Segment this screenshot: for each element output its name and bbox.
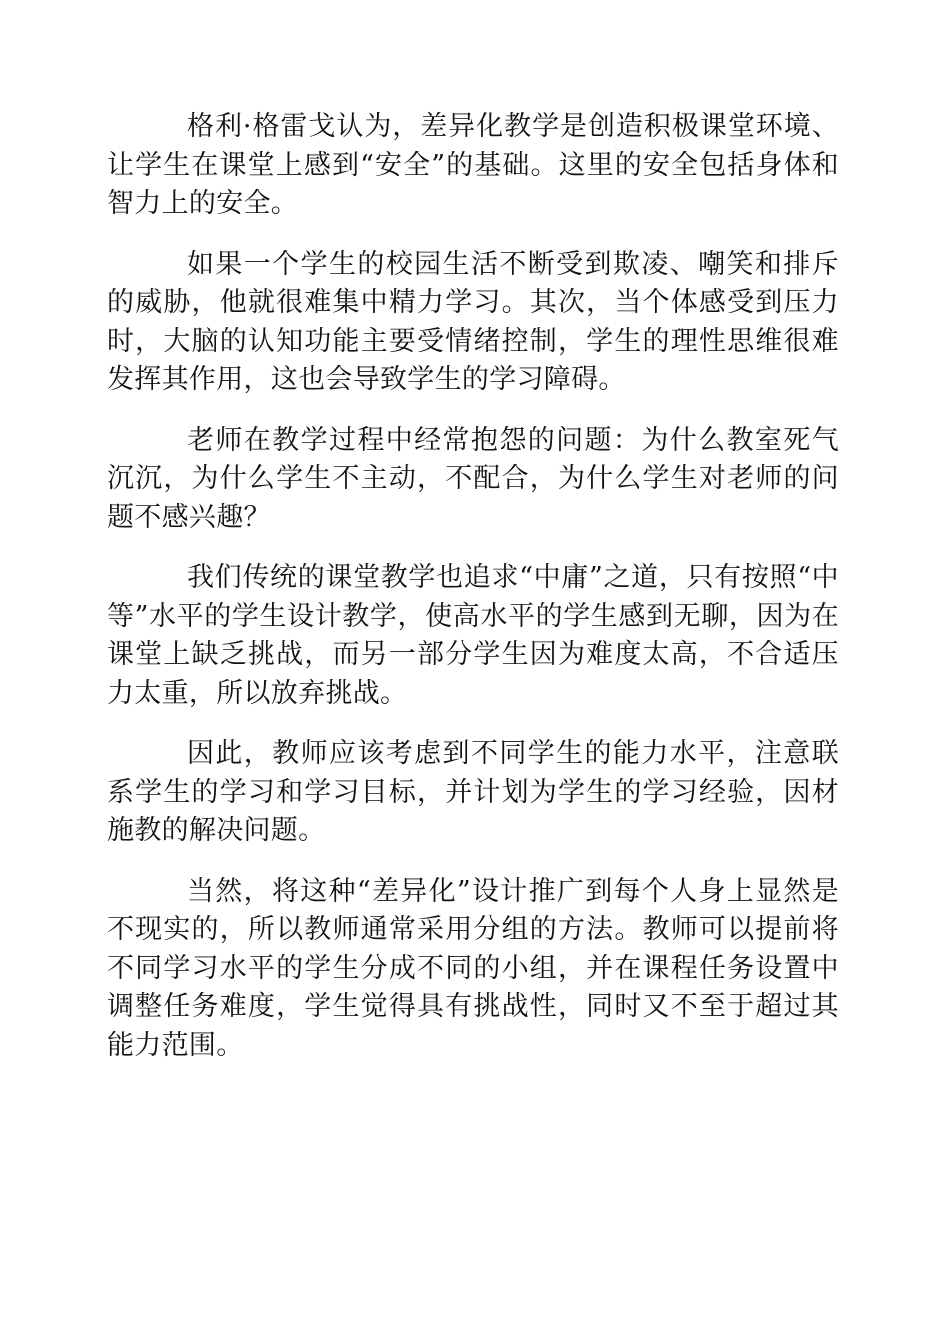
paragraph-6: 当然，将这种“差异化”设计推广到每个人身上显然是不现实的，所以教师通常采用分组的方法。教师可以提前将不同学习水平的学生分成不同的小组，并在课程任务设置中调整任务难度，学生觉得具有挑战性，同时又不至于超过其能力范围。 [107,875,839,1061]
paragraph-5: 因此，教师应该考虑到不同学生的能力水平，注意联系学生的学习和学习目标，并计划为学生的学习经验，因材施教的解决问题。 [107,738,839,846]
document-body [107,108,839,1065]
paragraph-3: 老师在教学过程中经常抱怨的问题：为什么教室死气沉沉，为什么学生不主动，不配合，为什么学生对老师的问题不感兴趣？ [107,424,839,533]
paragraph-2: 如果一个学生的校园生活不断受到欺凌、嘲笑和排斥的威胁，他就很难集中精力学习。其次，当个体感受到压力时，大脑的认知功能主要受情绪控制，学生的理性思维很难发挥其作用，这也会导致学生的学习障碍。 [107,248,839,395]
paragraph-4: 我们传统的课堂教学也追求“中庸”之道，只有按照“中等”水平的学生设计教学，使高水平的学生感到无聊，因为在课堂上缺乏挑战，而另一部分学生因为难度太高，不合适压力太重，所以放弃挑战。 [107,562,839,709]
paragraph-1: 格利·格雷戈认为，差异化教学是创造积极课堂环境、让学生在课堂上感到“安全”的基础。这里的安全包括身体和智力上的安全。 [107,111,839,219]
